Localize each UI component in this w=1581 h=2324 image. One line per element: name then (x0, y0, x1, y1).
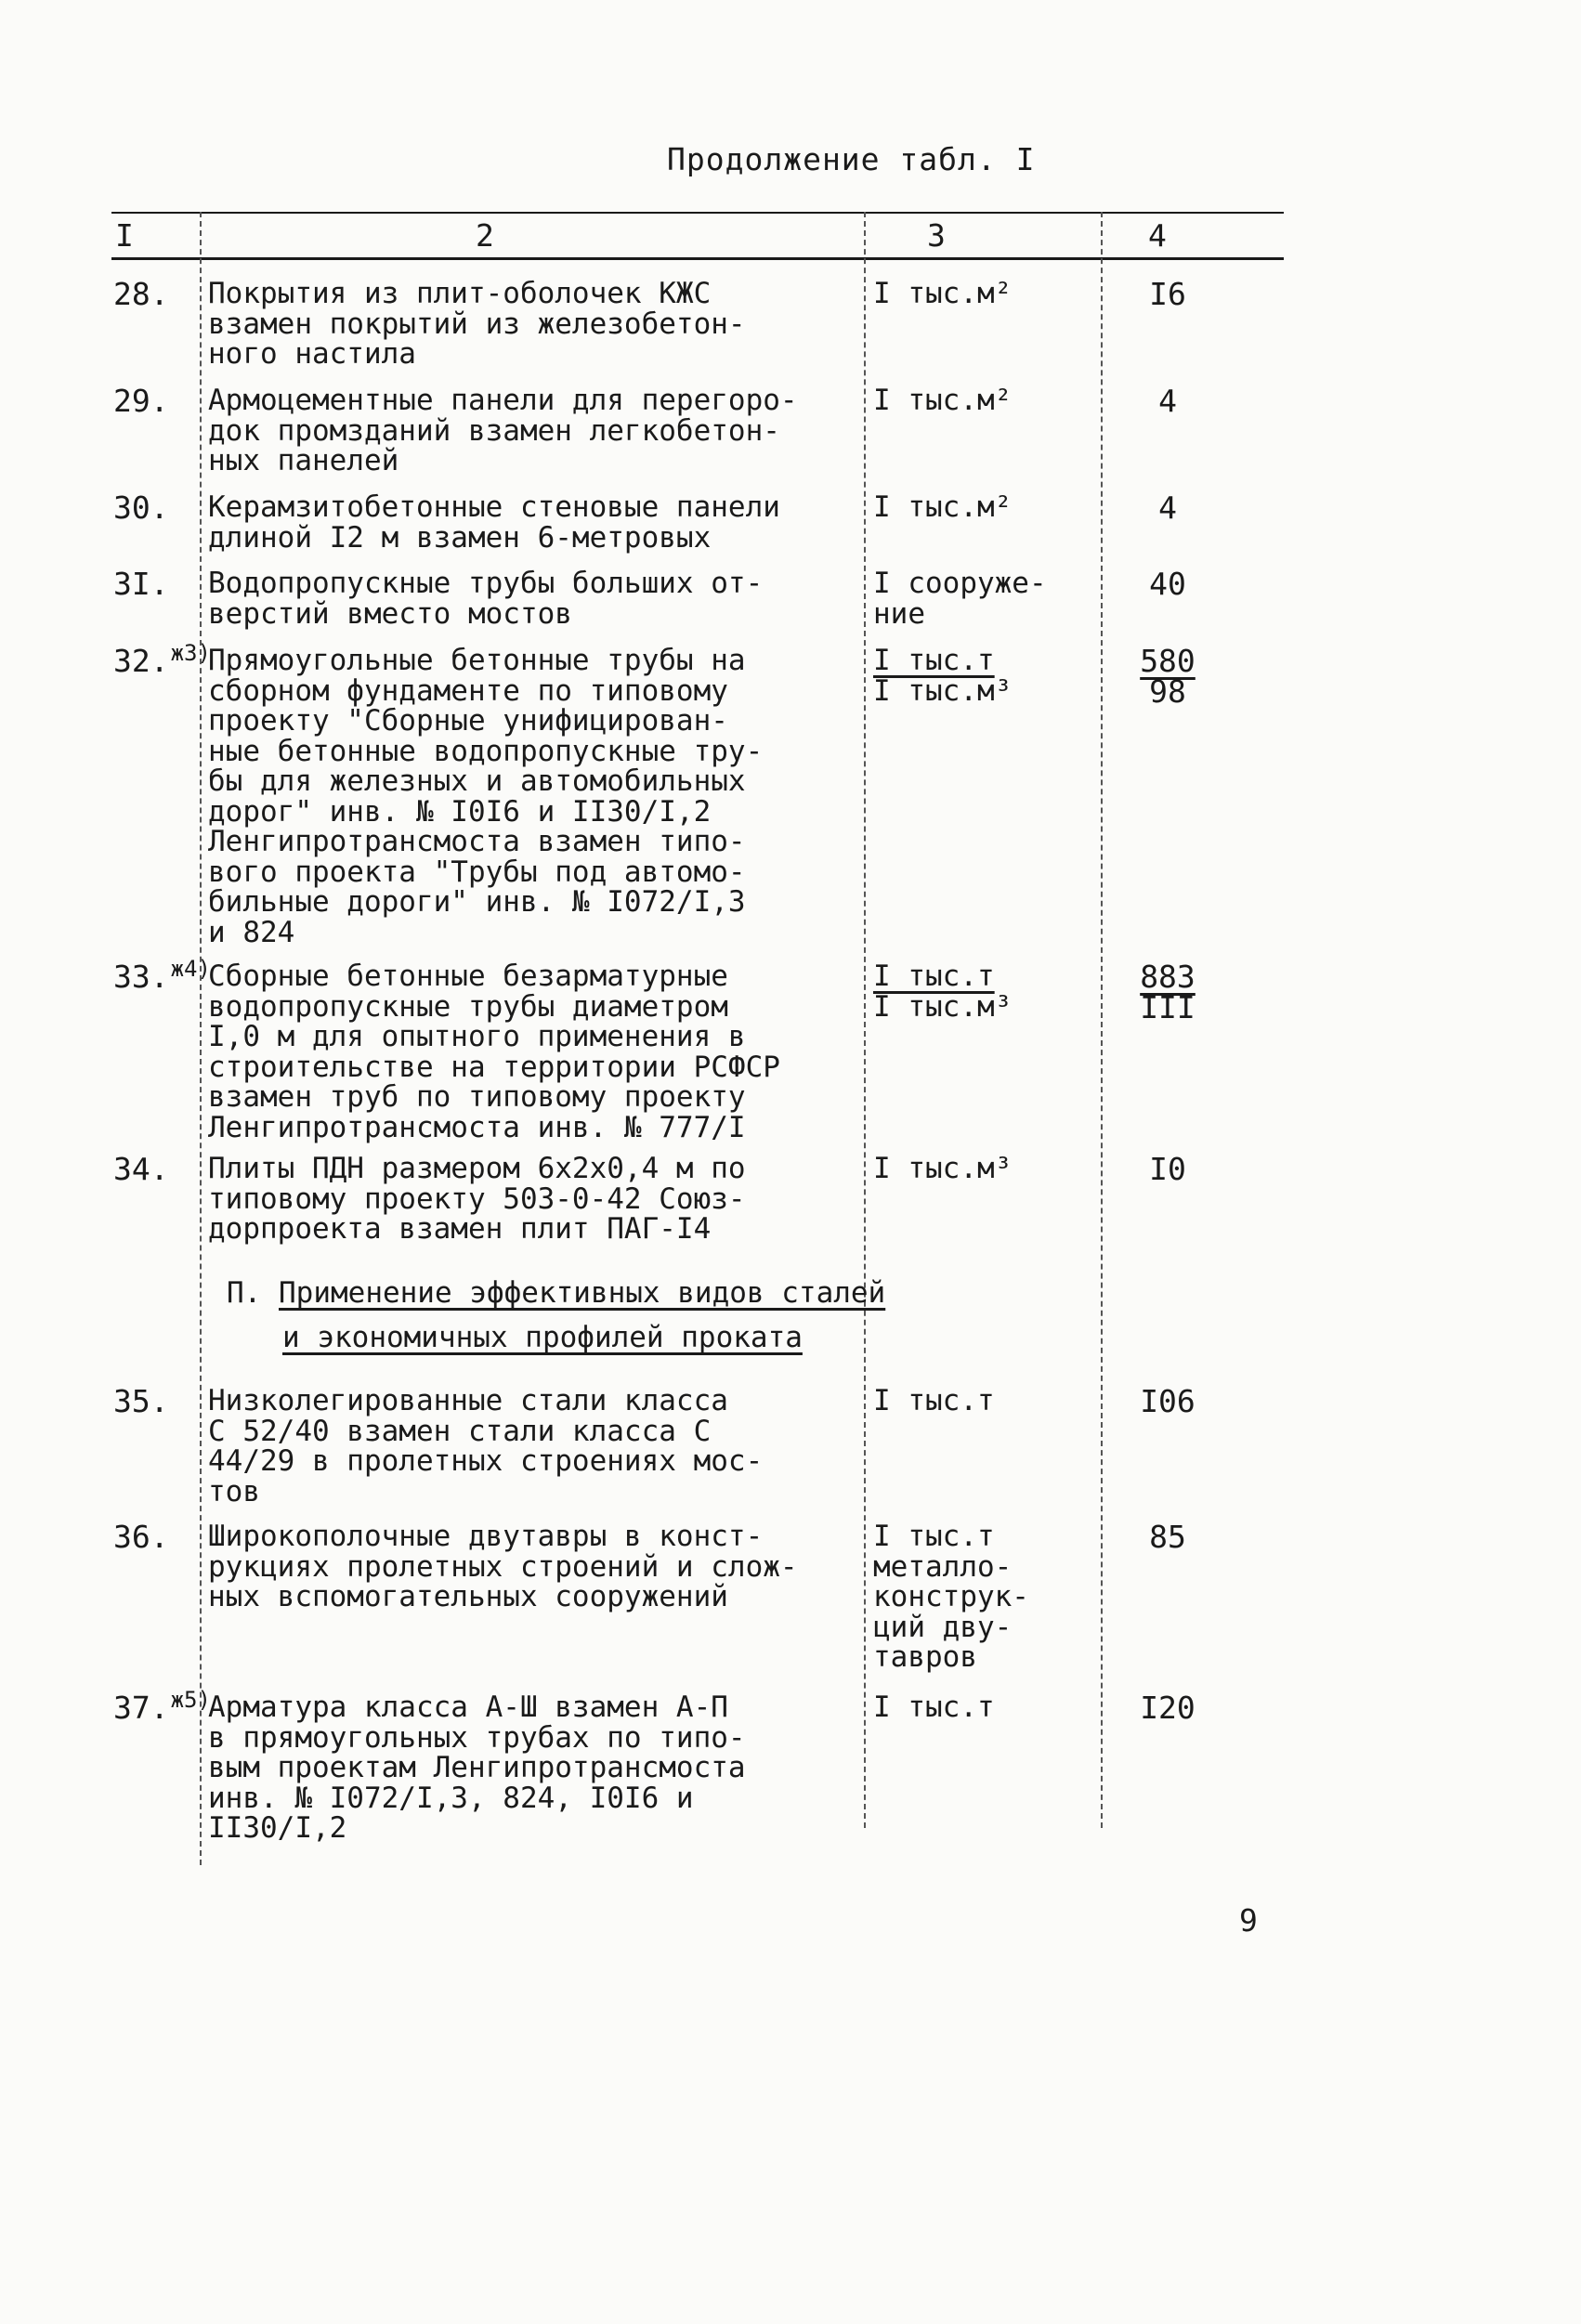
description-line: Низколегированные стали класса (208, 1384, 728, 1417)
description-line: Ленгипротрансмоста взамен типо- (208, 825, 746, 858)
unit-line: I тыс.м³ (873, 989, 1013, 1024)
description-line: сборном фундаменте по типовому (208, 673, 728, 708)
row-description (208, 961, 858, 1142)
unit-line: ций дву- (873, 1610, 1013, 1644)
section-title-1: Применение эффективных видов сталей (279, 1276, 886, 1310)
value-line: I0 (1149, 1151, 1186, 1187)
value-line: I20 (1140, 1690, 1196, 1726)
value-line: 85 (1149, 1519, 1186, 1555)
row-number (113, 566, 202, 602)
value-line: 883 (1140, 959, 1196, 995)
row-number-text: 29. (113, 383, 169, 419)
description-line: ные бетонные водопропускные тру- (208, 734, 764, 768)
row-number-text: 32. (113, 643, 169, 679)
description-line: док промзданий взамен легкобетон- (208, 413, 780, 448)
row-number-text: 3I. (113, 566, 169, 602)
description-line: Широкополочные двутавры в конст- (208, 1520, 764, 1553)
description-line: взамен труб по типовому проекту (208, 1080, 746, 1114)
row-value (1107, 1690, 1228, 1726)
description-line: Прямоугольные бетонные трубы на (208, 644, 746, 677)
description-line: длиной I2 м взамен 6-метровых (208, 520, 712, 555)
description-line: ного настила (208, 337, 416, 371)
footnote-ref: ж5) (170, 1687, 211, 1713)
value-line: 98 (1149, 673, 1186, 710)
description-line: в прямоугольных трубах по типо- (208, 1720, 746, 1755)
row-description (208, 1521, 858, 1612)
value-line: 4 (1158, 383, 1177, 419)
unit-line: I тыс.м² (873, 490, 1013, 524)
row-description (208, 1692, 858, 1844)
description-line: инв. № I072/I,3, 824, I0I6 и (208, 1781, 694, 1815)
description-line: Водопропускные трубы больших от- (208, 567, 764, 600)
description-line: дорпроекта взамен плит ПАГ-I4 (208, 1212, 712, 1246)
unit-line: I тыс.м³ (873, 1152, 1013, 1185)
row-description (208, 1154, 858, 1245)
row-value (1107, 1519, 1228, 1555)
description-line: вого проекта "Трубы под автомо- (208, 855, 746, 889)
section-heading-line-2 (282, 1315, 803, 1360)
row-number (113, 956, 211, 995)
unit-line: I тыс.м³ (873, 673, 1013, 708)
row-number (113, 640, 211, 679)
row-unit (873, 492, 1087, 523)
header-bottom-rule (111, 257, 1284, 260)
unit-line: I сооруже- (873, 567, 1047, 600)
page-number: 9 (1239, 1902, 1258, 1939)
description-line: дорог" инв. № I0I6 и II30/I,2 (208, 794, 712, 829)
description-line: и 824 (208, 915, 295, 949)
row-value (1107, 961, 1228, 1023)
description-line: Сборные бетонные безарматурные (208, 960, 728, 993)
row-value (1107, 1151, 1228, 1187)
unit-line: ние (873, 596, 925, 631)
row-description (208, 1386, 858, 1507)
column-divider-1 (200, 212, 202, 1865)
header-col-3: 3 (927, 217, 946, 254)
description-line: рукциях пролетных строений и слож- (208, 1549, 798, 1584)
header-top-rule (111, 212, 1284, 214)
description-line: С 52/40 взамен стали класса С (208, 1414, 712, 1448)
value-line: III (1140, 989, 1196, 1025)
description-line: Керамзитобетонные стеновые панели (208, 490, 780, 524)
row-description (208, 646, 858, 947)
header-col-2: 2 (476, 217, 494, 254)
description-line: типовому проекту 503-0-42 Союз- (208, 1182, 746, 1216)
footnote-ref: ж4) (170, 956, 211, 982)
row-number-text: 28. (113, 276, 169, 312)
unit-line: металло- (873, 1549, 1013, 1584)
description-line: строительстве на территории РСФСР (208, 1050, 780, 1084)
description-line: бы для железных и автомобильных (208, 764, 746, 798)
column-divider-2 (864, 212, 866, 1828)
section-title-2: и экономичных профилей проката (282, 1321, 803, 1354)
header-col-1: I (115, 217, 134, 254)
unit-line: конструк- (873, 1580, 1029, 1613)
row-number (113, 490, 202, 526)
description-line: I,0 м для опытного применения в (208, 1020, 746, 1053)
value-line: 40 (1149, 566, 1186, 602)
description-line: ных вспомогательных сооружений (208, 1580, 728, 1613)
description-line: Плиты ПДН размером 6х2х0,4 м по (208, 1152, 746, 1185)
column-divider-3 (1101, 212, 1103, 1828)
row-description (208, 279, 858, 370)
row-unit (873, 1386, 1087, 1417)
description-line: проекту "Сборные унифицирован- (208, 704, 728, 738)
row-value (1107, 276, 1228, 312)
unit-line: тавров (873, 1640, 977, 1674)
unit-line: I тыс.м² (873, 277, 1013, 310)
row-value (1107, 566, 1228, 602)
description-line: взамен покрытий из железобетон- (208, 307, 746, 341)
description-line: II30/I,2 (208, 1811, 347, 1845)
value-line: 4 (1158, 490, 1177, 526)
value-line: I6 (1149, 276, 1186, 312)
row-number-text: 37. (113, 1690, 169, 1726)
row-value (1107, 643, 1228, 710)
description-line: 44/29 в пролетных строениях мос- (208, 1444, 764, 1478)
value-line: I06 (1140, 1383, 1196, 1419)
row-number (113, 1519, 202, 1555)
row-description (208, 568, 858, 629)
row-unit (873, 279, 1087, 309)
row-number-text: 33. (113, 959, 169, 995)
row-number (113, 1383, 202, 1419)
description-line: Арматура класса А-Ш взамен А-П (208, 1691, 728, 1724)
row-number (113, 1151, 202, 1187)
footnote-ref: ж3) (170, 640, 211, 666)
row-value (1107, 1383, 1228, 1419)
header-col-4: 4 (1148, 217, 1167, 254)
description-line: верстий вместо мостов (208, 596, 572, 631)
row-number-text: 34. (113, 1151, 169, 1187)
row-description (208, 492, 858, 553)
row-unit (873, 1521, 1087, 1673)
unit-line: I тыс.т (873, 1384, 995, 1417)
row-number (113, 276, 202, 312)
description-line: вым проектам Ленгипротрансмоста (208, 1751, 746, 1784)
row-value (1107, 490, 1228, 526)
row-unit (873, 385, 1087, 416)
unit-line: I тыс.т (873, 1520, 995, 1553)
unit-line: I тыс.т (873, 644, 995, 677)
description-line: Армоцементные панели для перегоро- (208, 384, 798, 417)
unit-line: I тыс.т (873, 960, 995, 993)
description-line: водопропускные трубы диаметром (208, 989, 728, 1024)
description-line: Покрытия из плит-оболочек КЖС (208, 277, 712, 310)
row-description (208, 385, 858, 477)
row-unit (873, 1154, 1087, 1184)
description-line: ных панелей (208, 444, 399, 477)
description-line: Ленгипротрансмоста инв. № 777/I (208, 1110, 746, 1144)
description-line: бильные дороги" инв. № I072/I,3 (208, 885, 746, 919)
row-number-text: 35. (113, 1383, 169, 1419)
row-unit (873, 646, 1087, 706)
row-number (113, 383, 202, 419)
row-value (1107, 383, 1228, 419)
row-number-text: 36. (113, 1519, 169, 1555)
section-heading-line-1 (227, 1271, 885, 1315)
section-roman: П. (227, 1276, 262, 1310)
description-line: тов (208, 1474, 260, 1508)
row-unit (873, 961, 1087, 1022)
row-unit (873, 568, 1087, 629)
unit-line: I тыс.м² (873, 384, 1013, 417)
value-line: 580 (1140, 643, 1196, 679)
unit-line: I тыс.т (873, 1691, 995, 1724)
row-unit (873, 1692, 1087, 1723)
table-caption: Продолжение табл. I (667, 141, 1036, 177)
row-number (113, 1687, 211, 1726)
row-number-text: 30. (113, 490, 169, 526)
